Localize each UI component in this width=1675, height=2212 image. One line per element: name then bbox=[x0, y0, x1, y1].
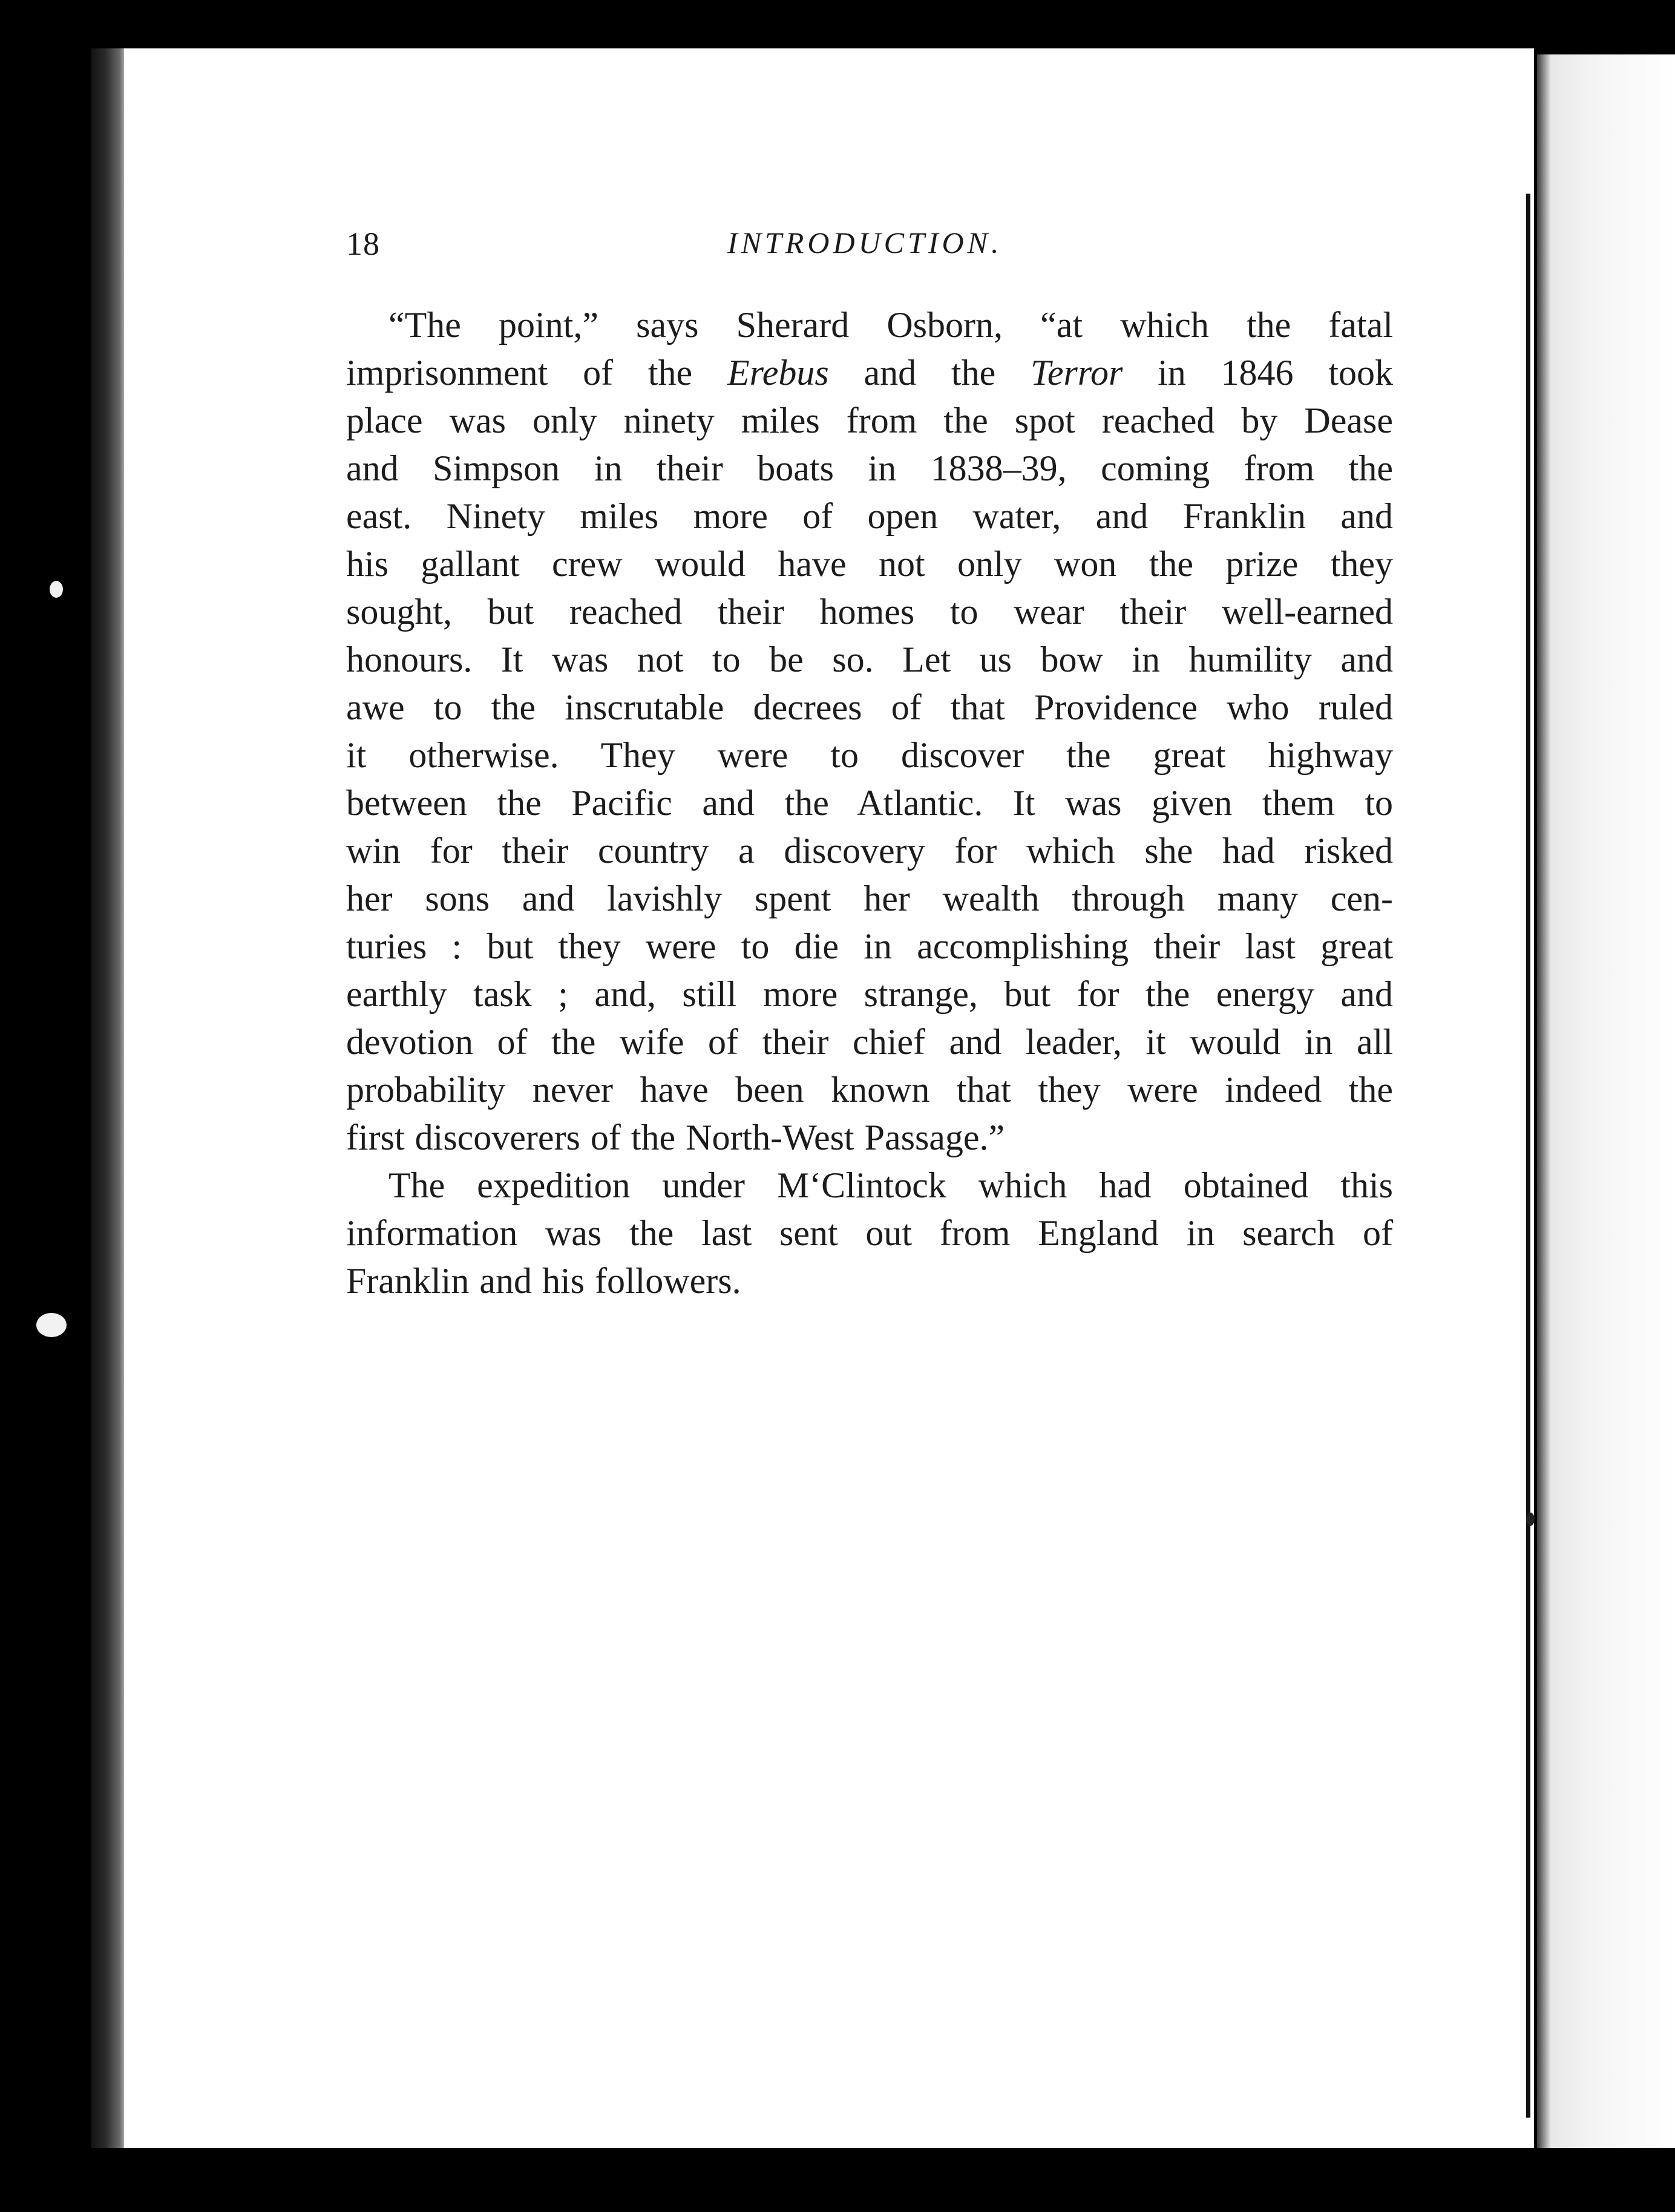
text-line: awe to the inscrutable decrees of that Providence who ruled bbox=[346, 687, 1393, 727]
text-line bbox=[346, 349, 1393, 397]
running-head: INTRODUCTION. bbox=[727, 226, 1003, 260]
scan-speck bbox=[36, 1313, 67, 1337]
text-line: his gallant crew would have not only won the prize they bbox=[346, 544, 1393, 584]
scan-speck bbox=[50, 581, 63, 598]
italic-ship-name: Terror bbox=[1030, 353, 1123, 393]
text-line: devotion of the wife of their chief and leader, it would in all bbox=[346, 1022, 1393, 1062]
text-line: win for their country a discovery for which she had risked bbox=[346, 831, 1393, 871]
body-text bbox=[346, 301, 1393, 1305]
paragraph bbox=[346, 301, 1393, 1162]
text-segment: in 1846 took bbox=[1123, 353, 1393, 393]
page-number: 18 bbox=[346, 226, 380, 262]
text-line: Franklin and his followers. bbox=[346, 1261, 741, 1301]
text-line: first discoverers of the North-West Passage.” bbox=[346, 1117, 1005, 1157]
text-line: earthly task ; and, still more strange, but for the energy and bbox=[346, 974, 1393, 1014]
text-line: turies : but they were to die in accomplishing their last great bbox=[346, 926, 1393, 966]
text-line: sought, but reached their homes to wear their well-earned bbox=[346, 592, 1393, 632]
facing-page-edge bbox=[1537, 54, 1675, 2148]
text-line: “The point,” says Sherard Osborn, “at which the fatal bbox=[388, 305, 1393, 345]
page-edge-shadow bbox=[1526, 194, 1530, 2118]
text-line: probability never have been known that they were indeed the bbox=[346, 1070, 1393, 1110]
text-line: her sons and lavishly spent her wealth through many cen- bbox=[346, 879, 1393, 918]
binding-edge bbox=[91, 48, 127, 2148]
text-line: and Simpson in their boats in 1838–39, coming from the bbox=[346, 448, 1393, 488]
text-line: between the Pacific and the Atlantic. It was given them to bbox=[346, 783, 1393, 823]
text-line: honours. It was not to be so. Let us bow in humility and bbox=[346, 640, 1393, 679]
text-line: east. Ninety miles more of open water, and Franklin and bbox=[346, 496, 1393, 536]
text-line: it otherwise. They were to discover the great highway bbox=[346, 735, 1393, 775]
text-line: place was only ninety miles from the spot reached by Dease bbox=[346, 401, 1393, 440]
scan-speck bbox=[1526, 1513, 1535, 1526]
text-line: information was the last sent out from England in search of bbox=[346, 1213, 1393, 1253]
text-line: The expedition under M‘Clintock which had obtained this bbox=[388, 1165, 1393, 1205]
text-segment: and the bbox=[828, 353, 1031, 393]
page-header bbox=[346, 225, 1033, 273]
paragraph bbox=[346, 1162, 1393, 1305]
text-segment: imprisonment of the bbox=[346, 353, 727, 393]
italic-ship-name: Erebus bbox=[727, 353, 829, 393]
